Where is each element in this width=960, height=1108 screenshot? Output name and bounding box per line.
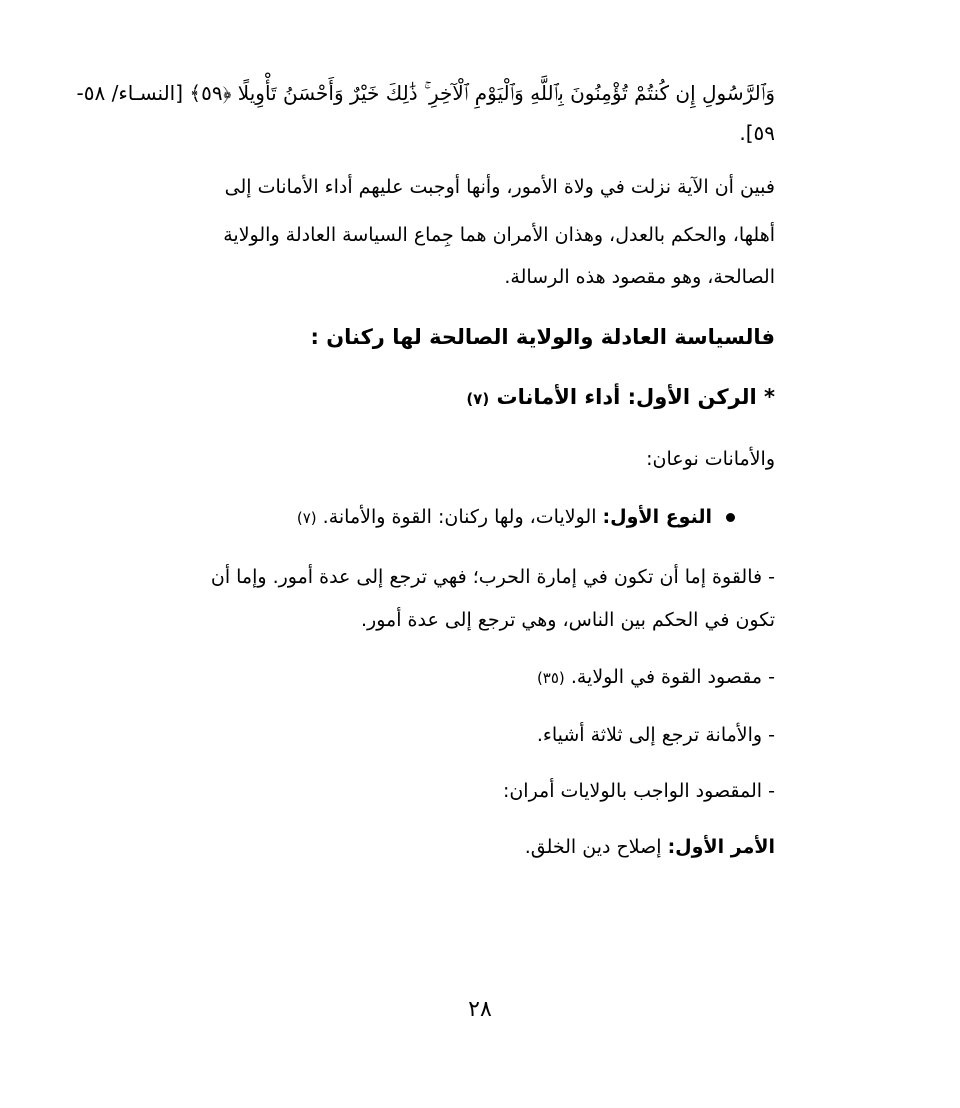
paragraph1-line-1: فبين أن الآية نزلت في ولاة الأمور، وأنها أوجبت عليهم أداء الأمانات إلى (224, 176, 775, 198)
paragraph1-line-2: أهلها، والحكم بالعدل، وهذان الأمران هما جِماع السياسة العادلة والولاية (223, 224, 775, 246)
item-trust: - والأمانة ترجع إلى ثلاثة أشياء. (536, 724, 775, 746)
types-intro: والأمانات نوعان: (646, 448, 775, 470)
strength-line-1: - فالقوة إما أن تكون في إمارة الحرب؛ فهي ترجع إلى عدة أمور. وإما أن (210, 566, 775, 588)
verse-line-1: وَٱلرَّسُولِ إِن كُنتُمْ تُؤْمِنُونَ بِٱللَّهِ وَٱلْيَوْمِ ٱلْآخِرِ ۚ ذَٰلِكَ خَيْرٌ وَأَحْسَنُ تَأْوِيلًا ﴿٥٩﴾ [النسـاء/ ٥٨- (76, 81, 775, 105)
verse-line-2: ٥٩]. (739, 121, 775, 145)
heading-first-pillar-text: * الركن الأول: أداء الأمانات (496, 385, 775, 409)
heading-pillars: فالسياسة العادلة والولاية الصالحة لها ركنان : (310, 325, 775, 349)
first-matter (185, 832, 775, 862)
item-strength-purpose-text: - مقصود القوة في الولاية. (570, 666, 775, 688)
bullet-first-type (145, 502, 735, 533)
bullet-text: الولايات، ولها ركنان: القوة والأمانة. (322, 506, 597, 528)
bullet-label: النوع الأول: (602, 506, 712, 528)
item-strength-purpose (185, 662, 775, 693)
strength-line-2: تكون في الحكم بين الناس، وهي ترجع إلى عدة أمور. (360, 609, 775, 631)
item-duty: - المقصود الواجب بالولايات أمران: (502, 780, 775, 802)
page-number: ٢٨ (468, 997, 492, 1022)
heading-first-pillar (185, 382, 775, 414)
bullet-dot-icon (726, 513, 735, 522)
bullet-ref: (٧) (296, 509, 317, 527)
first-matter-text: إصلاح دين الخلق. (524, 836, 662, 858)
paragraph1-line-3: الصالحة، وهو مقصود هذه الرسالة. (504, 266, 775, 288)
heading-first-pillar-ref: (٧) (466, 390, 490, 408)
item-strength-purpose-ref: (٣٥) (536, 669, 565, 687)
first-matter-label: الأمر الأول: (667, 836, 775, 858)
